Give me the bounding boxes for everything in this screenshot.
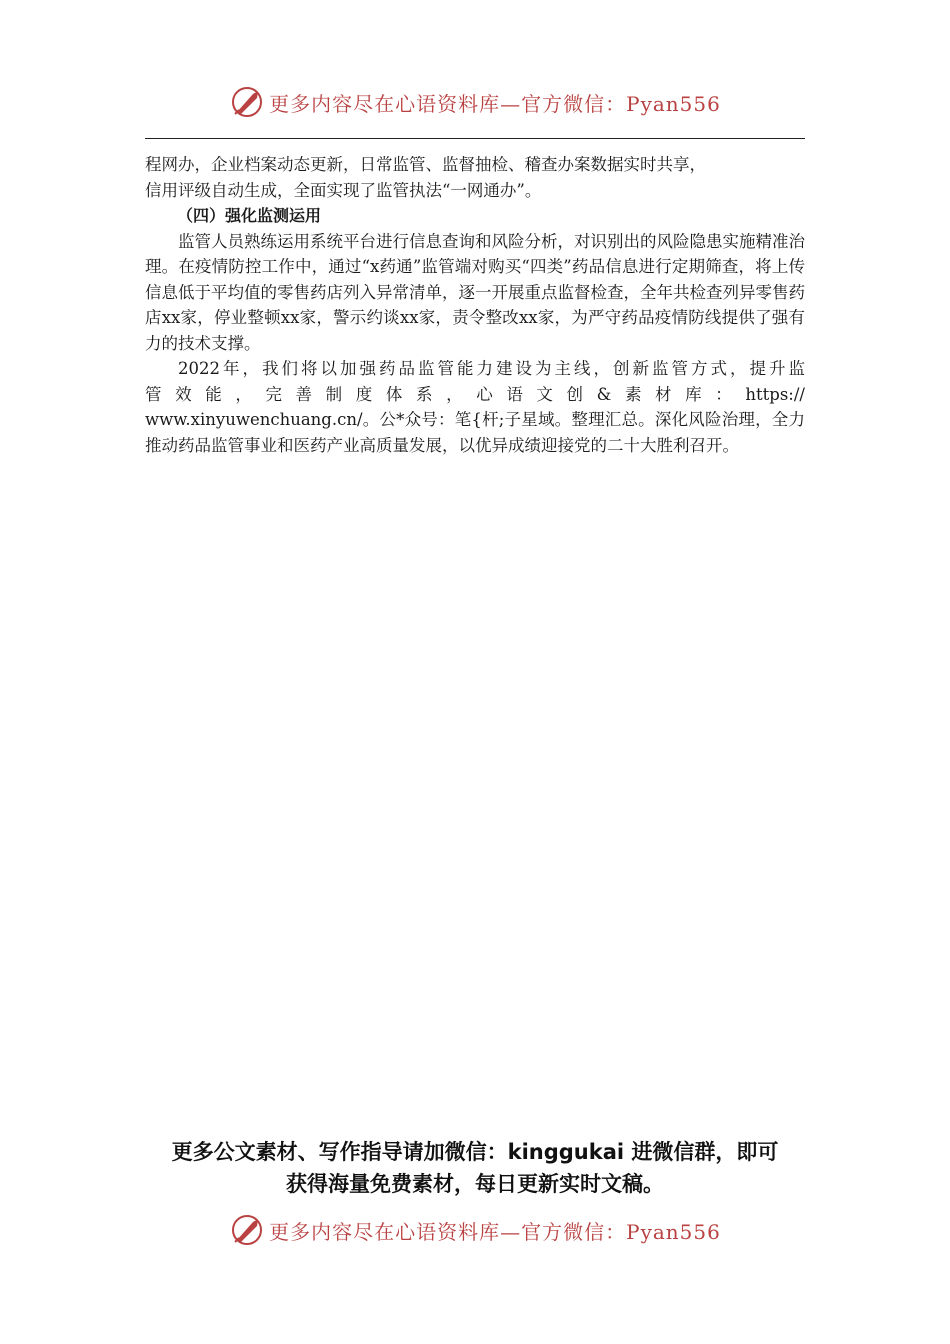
text-line: 程网办，企业档案动态更新，日常监管、监督抽检、稽查办案数据实时共享， [145,155,706,174]
brand-text: 更多内容尽在心语资料库—官方微信：Pyan556 [269,91,721,116]
page-footer [0,1210,950,1250]
quill-pen-logo-icon [229,84,265,120]
brand-banner [229,1212,721,1248]
brand-banner [229,84,721,120]
paragraph-outlook-rest: www.xinyuwenchuang.cn/。公*众号：笔{杆;子星域。整理汇总。深化风险治理，全力推动药品监管事业和医药产业高质量发展，以优异成绩迎接党的二十大胜利召开。 [145,410,805,455]
brand-text: 更多内容尽在心语资料库—官方微信：Pyan556 [269,1219,721,1244]
document-body [145,152,805,458]
paragraph-outlook-line2: 管效能，完善制度体系，心语文创&素材库：https:// [145,384,805,404]
wechat-notice [145,1136,805,1200]
page-header [0,82,950,122]
header-divider [145,138,805,139]
paragraph-continued [145,152,805,203]
paragraph-monitoring: 监管人员熟练运用系统平台进行信息查询和风险分析，对识别出的风险隐患实施精准治理。在疫情防控工作中，通过“x药通”监管端对购买“四类”药品信息进行定期筛查，将上传信息低于平均值的零售药店列入异常清单，逐一开展重点监督检查，全年共检查列异零售药店xx家，停业整顿xx家，警示约谈xx家，责令整改xx家，为严守药品疫情防线提供了强有力的技术支撑。 [145,231,805,353]
section-heading: （四）强化监测运用 [177,206,322,225]
notice-line: 更多公文素材、写作指导请加微信：kinggukai 进微信群，即可 [171,1140,779,1164]
notice-line: 获得海量免费素材，每日更新实时文稿。 [286,1172,664,1196]
paragraph-outlook-line1: 2022年，我们将以加强药品监管能力建设为主线，创新监管方式，提升监 [178,359,805,378]
text-line: 信用评级自动生成，全面实现了监管执法“一网通办”。 [145,180,542,200]
quill-pen-logo-icon [229,1212,265,1248]
